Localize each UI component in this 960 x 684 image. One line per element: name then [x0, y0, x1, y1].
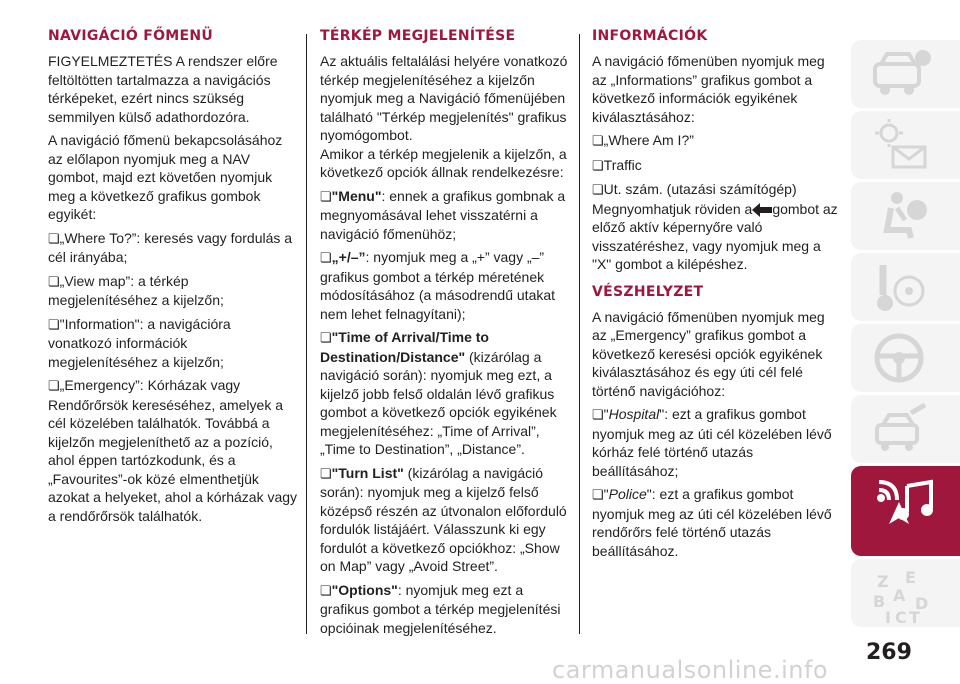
bullet-zoom: ❏ „+/–”: nyomjuk meg a „+” vagy „–” grafikus gombot a térkép méretének módosításához (a másodrendű utakat nem lehet felnagyítani); — [320, 248, 570, 323]
tab-dashboard[interactable] — [851, 40, 960, 108]
lights-envelope-icon — [871, 119, 933, 171]
seat-airbag-icon — [871, 190, 933, 242]
bullet-turn-list: ❏ "Turn List" (kizárólag a navigáció során): nyomjuk meg a kijelző felső középső részén az útvonalon előforduló fordulók listájáért. Válasszunk ki egy fordulót a következő opciókhoz: „Show on Map” vagy „Avoid Street”. — [320, 464, 570, 576]
car-info-icon — [871, 48, 933, 100]
warning-paragraph: FIGYELMEZTETÉS A rendszer előre feltöltötten tartalmazza a navigációs térképeket, ezért nincs szükség semmilyen külső adathordozóra. — [48, 53, 278, 125]
bullet-where-am-i: ❏ „Where Am I?” — [592, 131, 842, 151]
bullet-options: ❏ "Options": nyomjuk meg ezt a grafikus gombot a térkép megjelenítési opcióinak megjelenítéséhez. — [320, 581, 570, 638]
bullet-trip-computer: ❏ Ut. szám. (utazási számítógép) Megnyomhatjuk röviden a gombot az előző aktív képernyőre való visszatéréshez, vagy nyomjuk meg a "X" gombot a kilépéshez. — [592, 180, 842, 274]
tab-maintenance[interactable] — [851, 395, 960, 463]
tab-emergency[interactable] — [851, 324, 960, 392]
information-paragraph: A navigáció főmenüben nyomjuk meg az „Informations” grafikus gombot a következő információk egyikének kiválasztásához: — [592, 53, 825, 125]
svg-text:Z: Z — [877, 572, 889, 591]
section-title-emergency: VÉSZHELYZET — [592, 283, 704, 300]
back-arrow-icon — [752, 203, 772, 217]
svg-text:B: B — [873, 592, 886, 611]
bullet-emergency: ❏ „Emergency”: Kórházak vagy Rendőrőrsök kereséséhez, amelyek a cél közelében találhatók. Továbbá a kijelzőn megjeleníthető az a pozíció, ahol éppen tartózkodunk, és a „Favourites”-ok közé elmenthetjük azokat a helyeket, ahol a kórházak vagy a rendőrőrsök találhatók. — [48, 376, 298, 525]
svg-text:T: T — [909, 608, 920, 625]
tab-warning-lights[interactable] — [851, 111, 960, 179]
svg-text:D: D — [915, 594, 929, 613]
bullet-menu: ❏ "Menu": ennek a grafikus gombnak a megnyomásával lehet visszatérni a navigáció főmenühöz; — [320, 187, 570, 244]
column-divider — [579, 34, 580, 634]
bullet-traffic: ❏ Traffic — [592, 156, 842, 176]
page-number: 269 — [866, 640, 912, 665]
column-navigation-menu — [48, 28, 298, 530]
map-options-paragraph: Amikor a térkép megjelenik a kijelzőn, a következő opciók állnak rendelkezésre: — [320, 145, 567, 180]
svg-text:C: C — [895, 608, 907, 625]
bullet-hospital: ❏ "Hospital": ezt a grafikus gombot nyomjuk meg az úti cél közelében lévő kórház felé történő utazás beállításához; — [592, 405, 842, 480]
column-information — [592, 28, 842, 565]
tab-multimedia[interactable] — [851, 466, 960, 556]
bullet-view-map: ❏ „View map”: a térkép megjelenítéséhez a kijelzőn; — [48, 272, 298, 310]
svg-text:I: I — [885, 608, 891, 625]
tab-starting-driving[interactable] — [851, 253, 960, 321]
watermark: carmanualsonline.info — [552, 656, 829, 684]
map-intro-paragraph: Az aktuális feltalálási helyére vonatkozó térkép megjelenítéséhez a kijelzőn nyomjuk meg a Navigáció főmenüjében található "Térkép megjelenítés" grafikus nyomógombot. — [320, 53, 568, 143]
section-title-map-display: TÉRKÉP MEGJELENÍTÉSE — [320, 28, 516, 44]
column-divider — [306, 34, 307, 634]
emergency-paragraph: A navigáció főmenüben nyomjuk meg az „Emergency” grafikus gombot a következő keresési opciók egyikének kiválasztásához és egy úti cél felé történő navigációhoz: — [592, 308, 825, 399]
wrench-car-icon — [871, 403, 933, 455]
section-title-navigation-menu: NAVIGÁCIÓ FŐMENÜ — [48, 28, 214, 44]
column-map-display — [320, 28, 570, 642]
bullet-time-of-arrival: ❏ "Time of Arrival/Time to Destination/Distance" (kizárólag a navigáció során): nyomjuk meg ezt, a kijelző jobb felső oldalán lévő grafikus gombot a következő opciók egyikének megjelenítéséhez: „Time of Arrival”, „Time to Destination”, „Distance”. — [320, 328, 570, 459]
tab-safety[interactable] — [851, 182, 960, 250]
intro-paragraph: A navigáció főmenü bekapcsolásához az előlapon nyomjuk meg a NAV gombot, majd ezt követően nyomjuk meg a következő grafikus gombok egyikét: — [48, 132, 283, 222]
bullet-where-to: ❏ „Where To?”: keresés vagy fordulás a cél irányába; — [48, 229, 298, 267]
steering-wheel-icon — [871, 332, 933, 384]
alphabetical-index-icon — [871, 567, 933, 625]
bullet-information: ❏ "Information": a navigációra vonatkozó információk megjelenítéséhez a kijelzőn; — [48, 315, 298, 372]
multimedia-navigation-icon — [873, 478, 937, 540]
svg-text:A: A — [893, 586, 906, 605]
key-ignition-icon — [871, 261, 933, 313]
bullet-police: ❏ "Police": ezt a grafikus gombot nyomjuk meg az úti cél közelében lévő rendőrőrs felé történő utazás beállításához. — [592, 485, 842, 560]
svg-text:E: E — [905, 568, 916, 587]
section-title-information: INFORMÁCIÓK — [592, 28, 708, 44]
chapter-tabs — [851, 40, 960, 630]
tab-index[interactable] — [851, 559, 960, 627]
